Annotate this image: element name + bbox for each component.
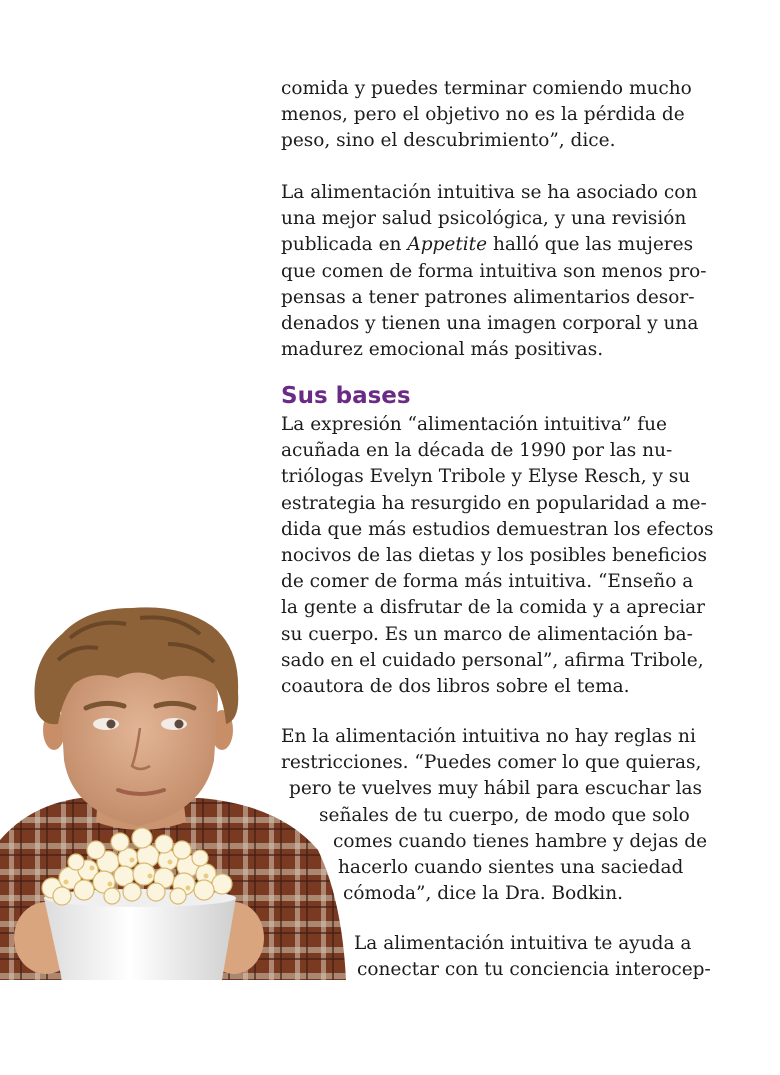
text-line: de comer de forma más intuitiva. “Enseño a: [281, 571, 694, 593]
text-line: comes cuando tienes hambre y dejas de: [333, 830, 708, 852]
text-line: hacerlo cuando sientes una saciedad: [338, 857, 684, 879]
text-line: nocivos de las dietas y los posibles beneficios: [281, 545, 707, 567]
text-line: coautora de dos libros sobre el tema.: [281, 676, 630, 698]
text-line: pensas a tener patrones alimentarios desor-: [281, 286, 695, 308]
section-heading: Sus bases: [281, 383, 411, 409]
paragraph-psychological-health: [281, 180, 731, 363]
text-line: su cuerpo. Es un marco de alimentación ba-: [281, 623, 693, 645]
text-line: pero te vuelves muy hábil para escuchar las: [289, 778, 703, 800]
text-line: menos, pero el objetivo no es la pérdida de: [281, 104, 685, 126]
text-line: denados y tienen una imagen corporal y una: [281, 313, 699, 335]
journal-title: Appetite: [407, 234, 488, 256]
text-fragment: halló que las mujeres: [487, 234, 694, 256]
text-line: una mejor salud psicológica, y una revisión: [281, 208, 687, 230]
text-line: La expresión “alimentación intuitiva” fue: [281, 414, 667, 435]
text-line: La alimentación intuitiva se ha asociado con: [281, 182, 698, 203]
text-line-with-citation: [281, 232, 731, 258]
text-line: madurez emocional más positivas.: [281, 339, 604, 361]
text-line: conectar con tu conciencia interocep-: [357, 959, 711, 981]
text-line: estrategia ha resurgido en popularidad a me-: [281, 492, 707, 514]
text-line: comida y puedes terminar comiendo mucho: [281, 78, 692, 99]
text-line: peso, sino el descubrimiento”, dice.: [281, 130, 616, 152]
man-with-popcorn-image: [0, 600, 350, 980]
text-line: dida que más estudios demuestran los efectos: [281, 518, 714, 540]
text-line: triólogas Evelyn Tribole y Elyse Resch, y su: [281, 466, 691, 488]
popcorn-bowl: [44, 898, 236, 980]
text-line: que comen de forma intuitiva son menos pro-: [281, 260, 707, 282]
text-line: La alimentación intuitiva te ayuda a: [354, 933, 692, 954]
text-line: restricciones. “Puedes comer lo que quieras,: [281, 752, 702, 774]
text-line: la gente a disfrutar de la comida y a apreciar: [281, 597, 706, 619]
text-fragment: publicada en: [281, 234, 408, 256]
paragraph-intro: [281, 76, 731, 155]
text-line: acuñada en la década de 1990 por las nu-: [281, 440, 673, 462]
text-line: señales de tu cuerpo, de modo que solo: [319, 804, 690, 826]
text-line: sado en el cuidado personal”, afirma Tribole,: [281, 649, 704, 671]
text-line: En la alimentación intuitiva no hay reglas ni: [281, 726, 696, 747]
text-line: cómoda”, dice la Dra. Bodkin.: [343, 883, 624, 905]
